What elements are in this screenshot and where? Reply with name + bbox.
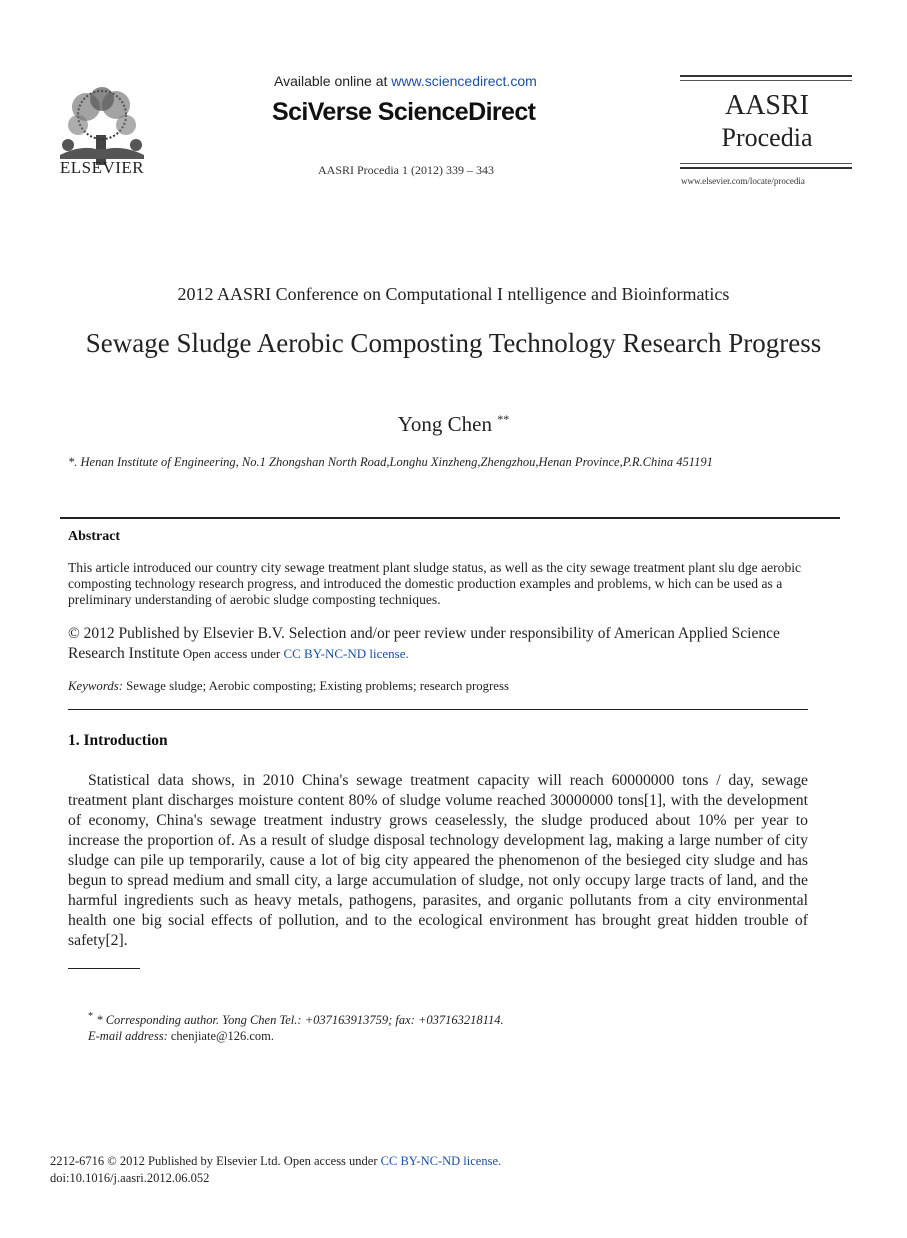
footnote-email: E-mail address: chenjiate@126.com.	[88, 1029, 275, 1043]
keywords-rule	[68, 709, 808, 710]
footer-license-link[interactable]: CC BY-NC-ND license.	[380, 1154, 502, 1168]
abstract-rule	[60, 517, 840, 519]
affiliation: *. Henan Institute of Engineering, No.1 Zhongshan North Road,Longhu Xinzheng,Zhengzhou,Henan Province,P.R.China 451191	[68, 455, 713, 469]
footnote-mark: *	[88, 1011, 94, 1022]
abstract-body: This article introduced our country city sewage treatment plant sludge status, as well as the city sewage treatment plant slu dge aerobic composting technology research progress, and introduced the domestic production examples and problems, w hich can be used as a preliminary understanding of aerobic sludge composting techniques.	[68, 560, 802, 607]
paper-title: Sewage Sludge Aerobic Composting Technology Research Progress	[85, 328, 822, 358]
introduction-paragraph: Statistical data shows, in 2010 China's sewage treatment capacity will reach 60000000 tons / day, sewage treatment plant discharges moisture content 80% of sludge volume reached 30000000 tons[1], with the development of economy, China's sewage treatment industry grows ceaselessly, the sludge produced about 10% per year to increase the proportion of. As a result of sludge disposal technology development lag, making a large number of city sludge can pile up temporarily, cause a lot of big city appeared the phenomenon of the besieged city sludge and has begun to spread medium and small city, a large accumulation of sludge, not only occupy large tracts of land, and the harmful ingredients such as heavy metals, pathogens, parasites, and organic pollutants from a city environmental health one big social effects of pollution, and to the ecological environment has brought great hidden trouble of safety[2].	[68, 772, 808, 949]
footnote-rule	[68, 968, 140, 969]
license-link[interactable]: CC BY-NC-ND license.	[283, 646, 409, 661]
publisher-logo-text: ELSEVIER	[59, 158, 145, 177]
footnote-corresponding: * * Corresponding author. Yong Chen Tel.: +037163913759; fax: +037163218114.	[88, 1011, 504, 1028]
journal-name-line1: AASRI	[724, 90, 809, 121]
conference-name: 2012 AASRI Conference on Computational I ntelligence and Bioinformatics	[177, 284, 730, 304]
author-name: Yong Chen	[397, 412, 492, 436]
journal-name-line2: Procedia	[721, 123, 813, 152]
keywords-label: Keywords:	[68, 679, 123, 693]
copyright-statement: © 2012 Published by Elsevier B.V. Selection and/or peer review under responsibility of American Applied Science Research Institute Open access under CC BY-NC-ND license.	[68, 625, 780, 662]
platform-logo: SciVerse ScienceDirect	[272, 98, 536, 126]
email-address[interactable]: chenjiate@126.com.	[167, 1029, 275, 1043]
sciencedirect-link[interactable]: www.sciencedirect.com	[391, 73, 537, 89]
issn-line: 2212-6716 © 2012 Published by Elsevier Ltd. Open access under CC BY-NC-ND license.	[50, 1154, 502, 1168]
keywords: Keywords: Sewage sludge; Aerobic composting; Existing problems; research progress	[68, 679, 509, 693]
journal-rule-bottom-thin	[680, 163, 852, 164]
abstract-heading: Abstract	[68, 529, 121, 544]
journal-rule-top	[680, 75, 852, 77]
journal-reference: AASRI Procedia 1 (2012) 339 – 343	[318, 163, 494, 177]
author-mark: **	[497, 412, 510, 426]
doi[interactable]: doi:10.1016/j.aasri.2012.06.052	[50, 1171, 210, 1185]
journal-url[interactable]: www.elsevier.com/locate/procedia	[681, 176, 805, 186]
journal-rule-top-thin	[680, 80, 852, 81]
author-line	[0, 412, 907, 437]
journal-rule-bottom	[680, 167, 852, 169]
section-heading-introduction: 1. Introduction	[68, 732, 168, 749]
available-online: Available online at www.sciencedirect.com	[274, 73, 537, 89]
